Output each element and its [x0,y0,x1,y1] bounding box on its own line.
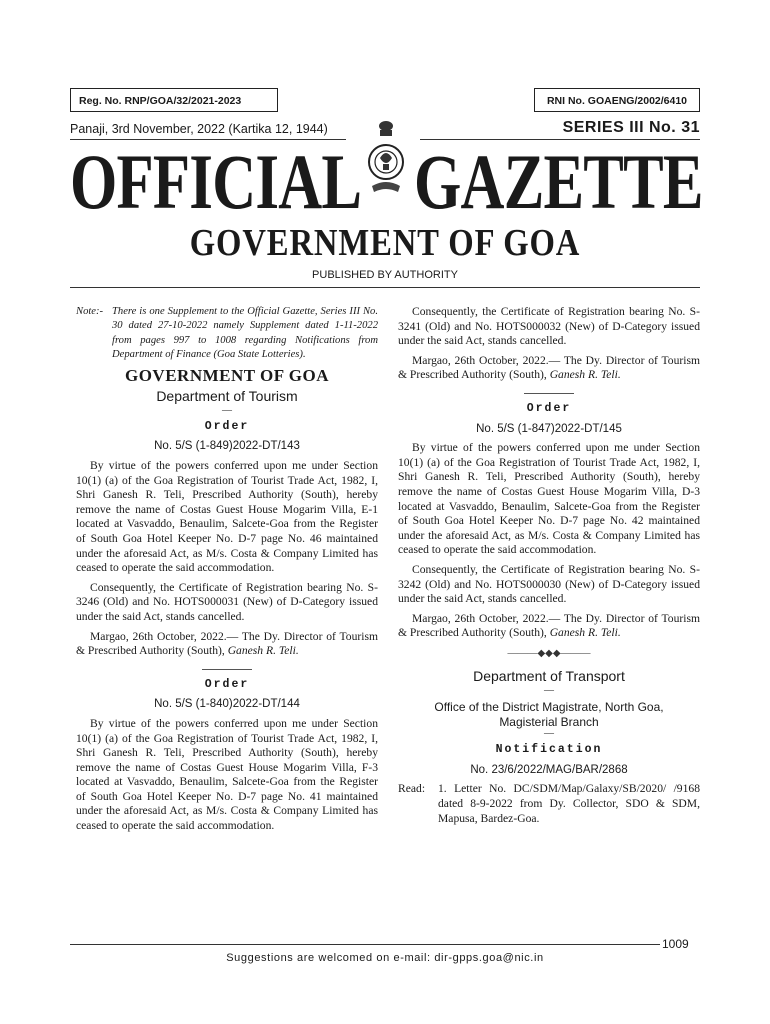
place-date: Margao, 26th October, 2022.— The Dy. Director of Tourism & Prescribed Authority (South), [76,629,378,658]
dash-divider: — [544,685,554,697]
read-text: 1. Letter No. DC/SDM/Map/Galaxy/SB/2020/ /9168 dated 8-9-2022 from Dy. Collector, SDO & SDM, Mapusa, Bardez-Goa. [438,782,700,825]
signatory: Ganesh R. Teli. [549,368,621,382]
office-line-1: Office of the District Magistrate, North Goa, [434,700,664,715]
order-body: By virtue of the powers conferred upon me under Section 10(1) (a) of the Goa Registration of Tourist Trade Act, 1982, I, Shri Ganesh R. Teli, Prescribed Authority (South), hereby remove the name of Costas Guest House Mogarim Villa, E-1 located at Vasvaddo, Benaulim, Salcete-Goa from the Register of South Goa Hotel Keeper No. D-7 page No. 46 maintained under the aforesaid Act, as M/s. Costa & Company Limited has ceased to operate the said accommodation. [76,459,378,575]
place-date: Margao, 26th October, 2022.— The Dy. Director of Tourism & Prescribed Authority (South), [398,353,700,382]
order-signature-line [76,630,378,659]
order-consequently: Consequently, the Certificate of Registration bearing No. S-3242 (Old) and No. HOTS000030 (New) of D-Category issued under the said Act, stands cancelled. [398,562,700,606]
government-heading: GOVERNMENT OF GOA [124,365,329,385]
right-column [398,305,700,826]
order-consequently: Consequently, the Certificate of Registration bearing No. S-3246 (Old) and No. HOTS000031 (New) of D-Category issued under the said Act, stands cancelled. [76,580,378,623]
order-body: By virtue of the powers conferred upon me under Section 10(1) (a) of the Goa Registration of Tourist Trade Act, 1982, I, Shri Ganesh R. Teli, Prescribed Authority (South), hereby remove the name of Costas Guest House Mogarim Villa, F-3 located at Vasvaddo, Benaulim, Salcete-Goa from the Register of South Goa Hotel Keeper No. D-7 page No. 41 maintained under the aforesaid Act, as M/s. Costa & Company Limited has ceased to operate the said accommodation. [76,716,378,833]
date-line: Panaji, 3rd November, 2022 (Kartika 12, 1944) [70,122,328,136]
notification-number: No. 23/6/2022/MAG/BAR/2868 [470,763,628,776]
order-heading: Order [526,401,572,415]
order-consequently: Consequently, the Certificate of Registration bearing No. S-3241 (Old) and No. HOTS000032 (New) of D-Category issued under the said Act, stands cancelled. [398,305,700,348]
suggestions-email: Suggestions are welcomed on e-mail: dir-gpps.goa@nic.in [226,952,544,964]
published-by-authority: PUBLISHED BY AUTHORITY [312,269,458,281]
supplement-note [76,305,378,363]
read-label: Read: [398,782,426,796]
dash-divider: — [544,728,554,740]
order-body: By virtue of the powers conferred upon me under Section 10(1) (a) of the Goa Registration of Tourist Trade Act, 1982, I, Shri Ganesh R. Teli, Prescribed Authority (South), hereby remove the name of Costas Guest House Mogarim Villa, D-3 located at Vasvaddo, Benaulim, Salcete-Goa from the Register of South Goa Hotel Keeper No. D-7 page No. 42 maintained under the aforesaid Act, as M/s. Costa & Company Limited has ceased to operate the said accommodation. [398,441,700,557]
left-column [76,305,378,839]
state-emblem-icon [366,118,406,208]
page-number: 1009 [662,937,689,951]
order-heading: Order [204,677,250,691]
masthead-gazette: GAZETTE [414,138,703,225]
diamond-divider-icon: ———◆◆◆——— [507,647,591,659]
section-separator [524,393,574,394]
order-signature-line [398,354,700,383]
signatory: Ganesh R. Teli. [227,644,299,658]
government-of-goa-title: GOVERNMENT OF GOA [189,222,581,264]
note-text: There is one Supplement to the Official Gazette, Series III No. 30 dated 27-10-2022 namely Supplement dated 1-11-2022 from pages 997 to 1008 regarding Notifications from Department of Finance (Goa State Lotteries). [112,306,378,361]
order-number: No. 5/S (1-847)2022-DT/145 [476,422,622,435]
place-date: Margao, 26th October, 2022.— The Dy. Director of Tourism & Prescribed Authority (South), [398,611,700,640]
department-of-tourism: Department of Tourism [156,388,298,405]
series-number: SERIES III No. 31 [562,119,700,136]
order-number: No. 5/S (1-849)2022-DT/143 [154,440,300,453]
read-reference [398,782,700,826]
order-heading: Order [204,419,250,433]
notification-heading: Notification [495,743,603,757]
registration-number: Reg. No. RNP/GOA/32/2021-2023 [70,88,278,112]
footer-rule [70,944,660,945]
note-label: Note:- [76,306,104,317]
rni-number: RNI No. GOAENG/2002/6410 [534,88,700,112]
order-number: No. 5/S (1-840)2022-DT/144 [154,698,300,711]
masthead-official: OFFICIAL [70,138,362,225]
office-line-2: Magisterial Branch [499,714,599,729]
department-of-transport: Department of Transport [473,668,625,685]
header-rule [70,287,700,288]
dash-divider: — [222,404,232,416]
section-separator [202,669,252,670]
signatory: Ganesh R. Teli. [549,626,621,640]
order-signature-line [398,612,700,641]
